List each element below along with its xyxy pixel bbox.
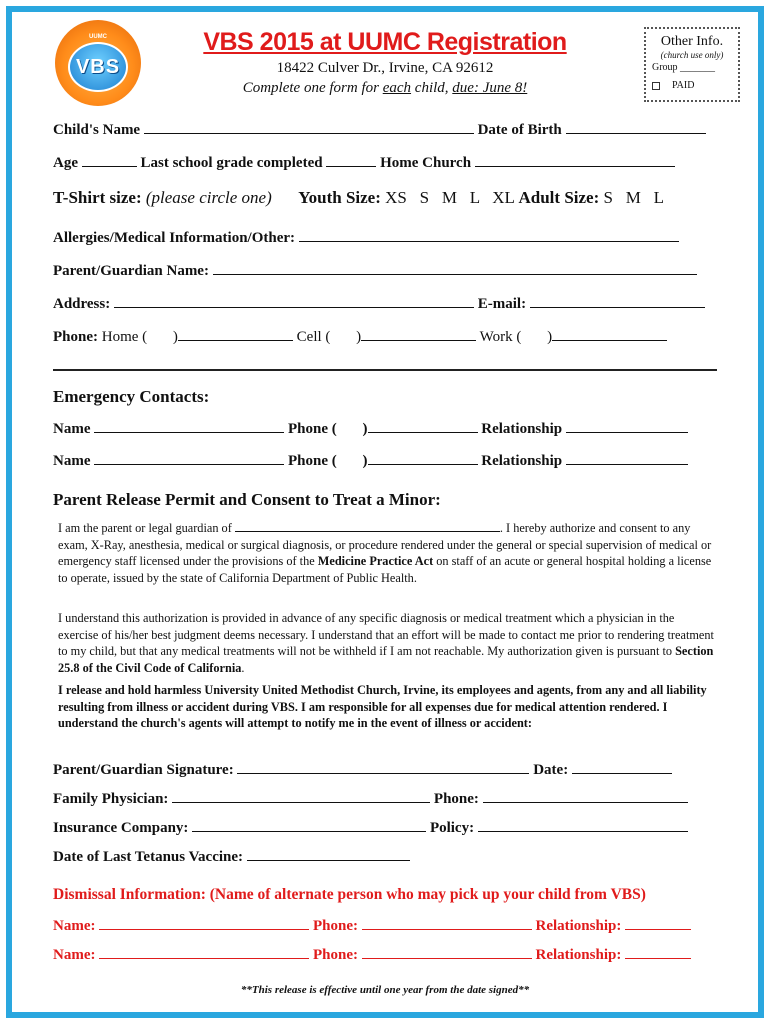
emergency-relationship-label: Relationship xyxy=(481,421,563,437)
physician-phone-label: Phone: xyxy=(433,791,479,807)
physician-row xyxy=(53,790,717,808)
footer-note: **This release is effective until one year from the date signed** xyxy=(240,984,530,996)
allergies-row xyxy=(53,229,717,247)
address-field[interactable] xyxy=(114,295,474,308)
childs-name-field[interactable] xyxy=(144,121,474,134)
allergies-field[interactable] xyxy=(299,229,679,242)
physician-label: Family Physician: xyxy=(53,791,169,807)
signature-label: Parent/Guardian Signature: xyxy=(53,762,234,778)
logo-text: VBS xyxy=(75,55,121,78)
dismissal-row-2 xyxy=(53,946,717,964)
signature-date-label: Date: xyxy=(533,762,569,778)
dismissal-name-label: Name: xyxy=(53,947,96,963)
paid-label: PAID xyxy=(672,80,695,91)
dismissal-relationship-field-1[interactable] xyxy=(625,917,691,930)
cell-phone-label: Cell ( xyxy=(296,329,331,345)
policy-label: Policy: xyxy=(429,820,475,836)
last-grade-field[interactable] xyxy=(326,154,376,167)
dismissal-row-1 xyxy=(53,917,717,935)
consent-heading: Parent Release Permit and Consent to Treat a Minor: xyxy=(53,490,441,509)
tetanus-label: Date of Last Tetanus Vaccine: xyxy=(53,849,244,865)
emergency-name-field-1[interactable] xyxy=(94,420,284,433)
address-row xyxy=(53,295,717,313)
email-label: E-mail: xyxy=(477,296,527,312)
other-info-title: Other Info. xyxy=(660,34,724,49)
insurance-row xyxy=(53,819,717,837)
work-phone-field[interactable] xyxy=(552,328,667,341)
dismissal-name-label: Name: xyxy=(53,918,96,934)
parent-name-field[interactable] xyxy=(213,262,697,275)
phone-label: Phone: xyxy=(53,329,98,345)
logo-badge xyxy=(68,42,128,92)
emergency-phone-label: Phone ( xyxy=(288,453,337,469)
emergency-name-label: Name xyxy=(53,421,91,437)
home-phone-field[interactable] xyxy=(178,328,293,341)
consent-paragraph-3: I release and hold harmless University United Methodist Church, Irvine, its employees and agents, from any and all liability resulting from illness or accident during VBS. I am responsible for all expenses due for medical attention rendered. I understand the church's agents will attempt to notify me in the event of illness or accident: xyxy=(58,683,707,731)
dismissal-phone-label: Phone: xyxy=(312,947,358,963)
logo-top-text: UUMC xyxy=(89,34,107,40)
age-row xyxy=(53,154,717,172)
allergies-label: Allergies/Medical Information/Other: xyxy=(53,230,296,246)
youth-size-label: Youth Size: xyxy=(298,188,381,207)
emergency-phone-field-2[interactable] xyxy=(368,452,478,465)
emergency-relationship-field-1[interactable] xyxy=(566,420,688,433)
date-of-birth-field[interactable] xyxy=(566,121,706,134)
parent-name-row xyxy=(53,262,717,280)
signature-date-field[interactable] xyxy=(572,761,672,774)
age-field[interactable] xyxy=(82,154,137,167)
insurance-field[interactable] xyxy=(192,819,426,832)
physician-field[interactable] xyxy=(172,790,430,803)
tshirt-label: T-Shirt size: xyxy=(53,188,142,207)
phone-row: Phone: Home ( ) Cell ( ) Work ( ) xyxy=(53,328,717,346)
dismissal-heading: Dismissal Information: (Name of alternate person who may pick up your child from VBS) xyxy=(53,886,646,903)
emergency-contact-row-1: Name Phone ( ) Relationship xyxy=(53,420,717,438)
tetanus-row xyxy=(53,848,717,866)
group-field[interactable]: Group _______ xyxy=(652,62,716,73)
paid-checkbox-row[interactable] xyxy=(652,80,732,91)
dismissal-name-field-2[interactable] xyxy=(99,946,309,959)
other-info-box xyxy=(644,27,740,102)
signature-field[interactable] xyxy=(237,761,529,774)
other-info-note: (church use only) xyxy=(660,50,724,60)
adult-size-options[interactable]: S M L xyxy=(603,188,664,207)
youth-size-options[interactable]: XS S M L XL xyxy=(385,188,515,207)
emergency-phone-field-1[interactable] xyxy=(368,420,478,433)
consent-paragraph-2: I understand this authorization is provided in advance of any specific diagnosis or medical treatment which a physician in the exercise of his/her best judgment deems necessary. I understand that an effort will be made to contact me prior to rendering treatment to my child, but that any medical treatments will not be withheld if I am not reachable. My authorization given is pursuant to Section 25.8 of the Civil Code of California. xyxy=(58,611,714,676)
dismissal-phone-field-2[interactable] xyxy=(362,946,532,959)
dismissal-relationship-label: Relationship: xyxy=(535,918,622,934)
dismissal-name-field-1[interactable] xyxy=(99,917,309,930)
tetanus-field[interactable] xyxy=(247,848,410,861)
adult-size-label: Adult Size: xyxy=(518,188,600,207)
emergency-name-label: Name xyxy=(53,453,91,469)
age-label: Age xyxy=(53,155,78,171)
home-church-label: Home Church xyxy=(380,155,472,171)
address-label: Address: xyxy=(53,296,111,312)
emergency-contact-row-2: Name Phone ( ) Relationship xyxy=(53,452,717,470)
dismissal-phone-field-1[interactable] xyxy=(362,917,532,930)
home-church-field[interactable] xyxy=(475,154,675,167)
divider xyxy=(53,369,717,371)
dismissal-relationship-label: Relationship: xyxy=(535,947,622,963)
home-phone-label: Home ( xyxy=(101,329,148,345)
insurance-label: Insurance Company: xyxy=(53,820,189,836)
paid-checkbox[interactable] xyxy=(652,82,660,90)
signature-row xyxy=(53,761,717,779)
emergency-name-field-2[interactable] xyxy=(94,452,284,465)
emergency-relationship-label: Relationship xyxy=(481,453,563,469)
physician-phone-field[interactable] xyxy=(483,790,688,803)
page-title: VBS 2015 at UUMC Registration xyxy=(203,28,567,56)
cell-phone-field[interactable] xyxy=(361,328,476,341)
emergency-phone-label: Phone ( xyxy=(288,421,337,437)
policy-field[interactable] xyxy=(478,819,688,832)
last-grade-label: Last school grade completed xyxy=(140,155,323,171)
child-name-row xyxy=(53,121,717,139)
due-note: Complete one form for each child, due: June 8! xyxy=(242,80,528,96)
tshirt-row xyxy=(53,189,717,207)
date-of-birth-label: Date of Birth xyxy=(477,122,562,138)
dismissal-phone-label: Phone: xyxy=(312,918,358,934)
childs-name-label: Child's Name xyxy=(53,122,141,138)
email-field[interactable] xyxy=(530,295,705,308)
vbs-logo xyxy=(55,20,141,106)
minor-name-field[interactable] xyxy=(235,519,500,532)
church-address: 18422 Culver Dr., Irvine, CA 92612 xyxy=(276,60,494,76)
dismissal-relationship-field-2[interactable] xyxy=(625,946,691,959)
emergency-heading: Emergency Contacts: xyxy=(53,387,210,406)
emergency-relationship-field-2[interactable] xyxy=(566,452,688,465)
tshirt-hint: (please circle one) xyxy=(145,188,272,207)
work-phone-label: Work ( xyxy=(479,329,522,345)
consent-paragraph-1: I am the parent or legal guardian of . I hereby authorize and consent to any exam, X-Ray, anesthesia, medical or surgical diagnosis, or procedure rendered under the general or special supervision of medical or emergency staff licensed under the provisions of the Medicine Practice Act on staff of an acute or general hospital holding a license to operate, issued by the state of California Department of Public Health. xyxy=(58,521,712,586)
parent-name-label: Parent/Guardian Name: xyxy=(53,263,209,279)
